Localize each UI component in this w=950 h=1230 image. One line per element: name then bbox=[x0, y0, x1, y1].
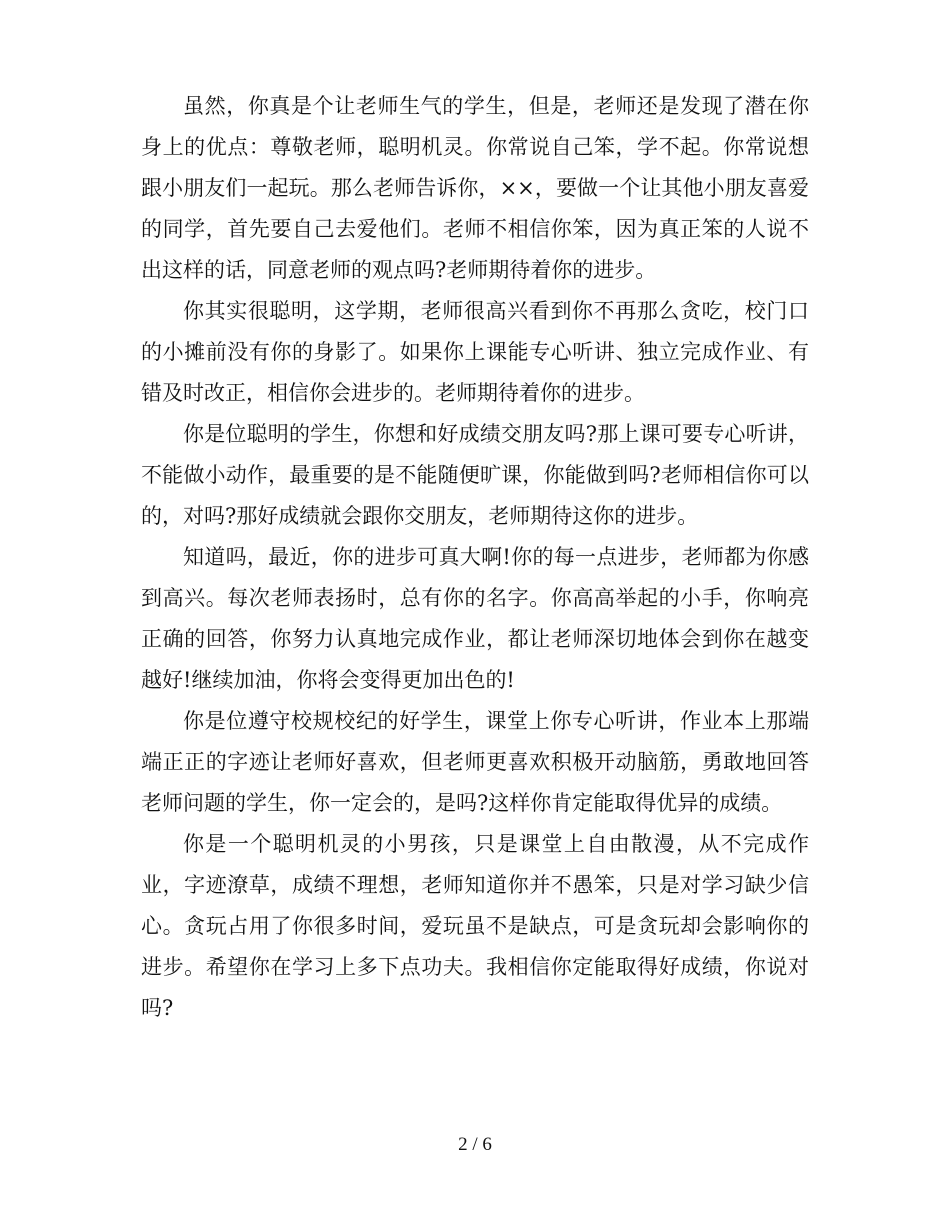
paragraph-4: 知道吗，最近，你的进步可真大啊!你的每一点进步，老师都为你感到高兴。每次老师表扬时，总有你的名字。你高高举起的小手，你响亮正确的回答，你努力认真地完成作业，都让老师深切地体会到你在越变越好!继续加油，你将会变得更加出色的! bbox=[141, 545, 809, 692]
document-body bbox=[141, 86, 809, 1029]
paragraph-1: 虽然，你真是个让老师生气的学生，但是，老师还是发现了潜在你身上的优点：尊敬老师，聪明机灵。你常说自己笨，学不起。你常说想跟小朋友们一起玩。那么老师告诉你，××，要做一个让其他小朋友喜爱的同学，首先要自己去爱他们。老师不相信你笨，因为真正笨的人说不出这样的话，同意老师的观点吗?老师期待着你的进步。 bbox=[141, 94, 809, 282]
paragraph-5: 你是位遵守校规校纪的好学生，课堂上你专心听讲，作业本上那端端正正的字迹让老师好喜欢，但老师更喜欢积极开动脑筋，勇敢地回答老师问题的学生，你一定会的，是吗?这样你肯定能取得优异的成绩。 bbox=[141, 709, 809, 815]
paragraph-3: 你是位聪明的学生，你想和好成绩交朋友吗?那上课可要专心听讲，不能做小动作，最重要的是不能随便旷课，你能做到吗?老师相信你可以的，对吗?那好成绩就会跟你交朋友，老师期待这你的进步。 bbox=[141, 422, 809, 528]
page-number: 2 / 6 bbox=[458, 1134, 492, 1155]
paragraph-2: 你其实很聪明，这学期，老师很高兴看到你不再那么贪吃，校门口的小摊前没有你的身影了。如果你上课能专心听讲、独立完成作业、有错及时改正，相信你会进步的。老师期待着你的进步。 bbox=[141, 299, 809, 405]
paragraph-6: 你是一个聪明机灵的小男孩，只是课堂上自由散漫，从不完成作业，字迹潦草，成绩不理想，老师知道你并不愚笨，只是对学习缺少信心。贪玩占用了你很多时间，爱玩虽不是缺点，可是贪玩却会影响你的进步。希望你在学习上多下点功夫。我相信你定能取得好成绩，你说对吗? bbox=[141, 832, 809, 1020]
